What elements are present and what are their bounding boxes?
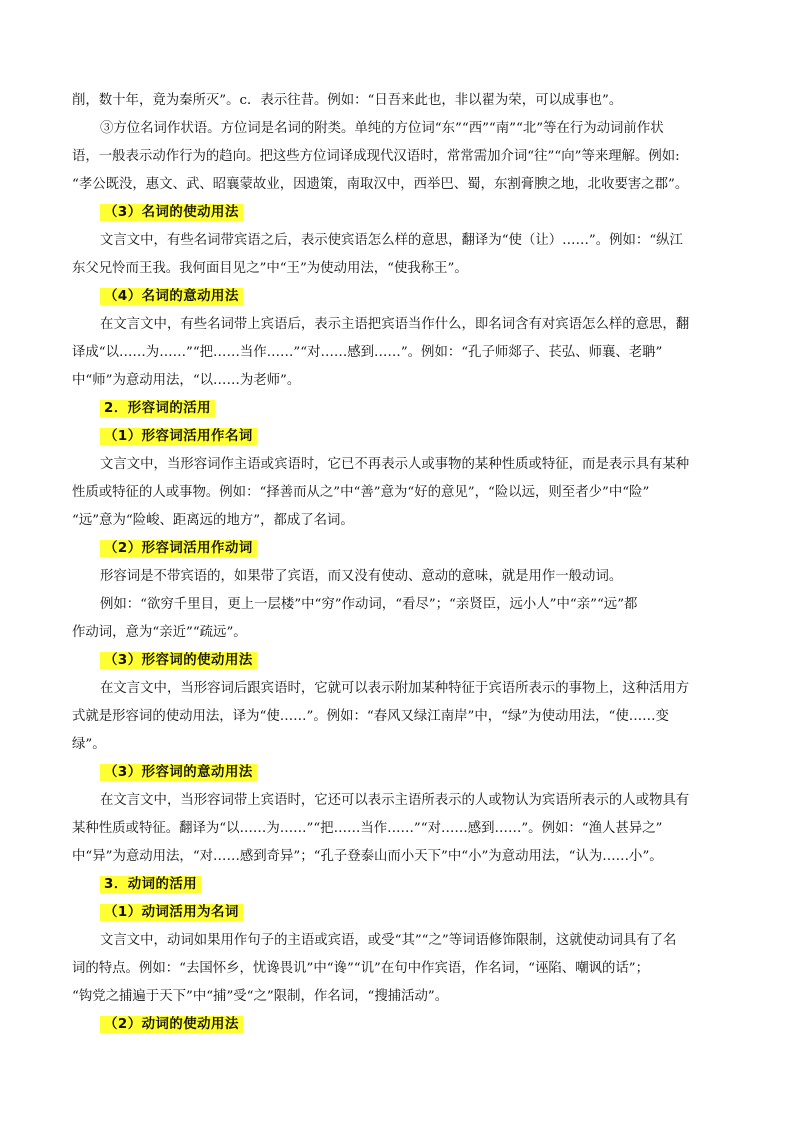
body-line: 文言文中，动词如果用作句子的主语或宾语，或受“其”“之”等词语修饰限制，这就使动词具有了名 [100, 933, 677, 948]
section-heading: （3）名词的使动用法 [100, 204, 243, 221]
body-line: 式就是形容词的使动用法，译为“使……”。例如：“春风又绿江南岸”中，“绿”为使动用法，“使……变 [72, 709, 669, 724]
section-heading-row [100, 1011, 722, 1039]
section-heading: 3．动词的活用 [100, 876, 201, 893]
section-heading: （1）动词活用为名词 [100, 904, 243, 921]
body-line: 东父兄怜而王我。我何面目见之”中“王”为使动用法，“使我称王”。 [72, 261, 468, 276]
section-heading: （4）名词的意动用法 [100, 288, 243, 305]
body-line: 在文言文中，有些名词带上宾语后，表示主语把宾语当作什么，即名词含有对宾语怎么样的意思，翻 [100, 317, 690, 332]
body-line: 性质或特征的人或事物。例如：“择善而从之”中“善”意为“好的意见”，“险以远，则至者少”中“险” [72, 485, 650, 500]
section-heading-row [100, 759, 722, 787]
section-heading: （2）形容词活用作动词 [100, 540, 257, 557]
body-line: ③方位名词作状语。方位词是名词的附类。单纯的方位词“东”“西”“南”“北”等在行为动词前作状 [100, 121, 664, 136]
body-line: 作动词，意为“亲近”“疏远”。 [72, 625, 247, 640]
section-heading-row [100, 647, 722, 675]
section-heading: （3）形容词的使动用法 [100, 652, 257, 669]
body-line: 文言文中，有些名词带宾语之后，表示使宾语怎么样的意思，翻译为“使（让）……”。例如：“纵江 [100, 233, 683, 248]
body-line: 词的特点。例如：“去国怀乡，忧谗畏讥”中“谗”“讥”在句中作宾语，作名词，“诬陷、嘲讽的话”； [72, 961, 649, 976]
body-line: 语，一般表示动作行为的趋向。把这些方位词译成现代汉语时，常常需加介词“往”“向”等来理解。例如: [72, 149, 680, 164]
section-heading-row [100, 395, 722, 423]
section-heading-row [100, 423, 722, 451]
body-line: 某种性质或特征。翻译为“以……为……”“把……当作……”“对……感到……”。例如：“渔人甚异之” [72, 821, 663, 836]
body-line: “孝公既没，惠文、武、昭襄蒙故业，因遗策，南取汉中，西举巴、蜀，东割膏腴之地，北收要害之郡”。 [72, 177, 689, 192]
section-heading-row [100, 199, 722, 227]
section-heading: （3）形容词的意动用法 [100, 764, 257, 781]
body-line: 中“师”为意动用法，“以……为老师”。 [72, 373, 301, 388]
body-line: 译成“以……为……”“把……当作……”“对……感到……”。例如：“孔子师郯子、苌弘、师襄、老聃” [72, 345, 663, 360]
body-line: 例如：“欲穷千里目，更上一层楼”中“穷”作动词，“看尽”；“亲贤臣，远小人”中“亲”“远”都 [100, 597, 638, 612]
section-heading: （2）动词的使动用法 [100, 1016, 243, 1033]
section-heading: （1）形容词活用作名词 [100, 428, 257, 445]
body-line: “钩党之捕遍于天下”中“捕”受“之”限制，作名词，“搜捕活动”。 [72, 989, 449, 1004]
body-line: 在文言文中，当形容词后跟宾语时，它就可以表示附加某种特征于宾语所表示的事物上，这种活用方 [100, 681, 690, 696]
section-heading-row [100, 283, 722, 311]
body-line: 中“异”为意动用法，“对……感到奇异”；“孔子登泰山而小天下”中“小”为意动用法，“认为……小”。 [72, 849, 663, 864]
body-line: 文言文中，当形容词作主语或宾语时，它已不再表示人或事物的某种性质或特征，而是表示具有某种 [100, 457, 690, 472]
section-heading-row [100, 535, 722, 563]
body-line: 削，数十年，竟为秦所灭”。c．表示往昔。例如：“日吾来此也，非以翟为荣，可以成事也”。 [72, 93, 623, 108]
body-line: 在文言文中，当形容词带上宾语时，它还可以表示主语所表示的人或物认为宾语所表示的人或物具有 [100, 793, 690, 808]
section-heading-row [100, 871, 722, 899]
document-body [72, 87, 722, 1039]
section-heading: 2．形容词的活用 [100, 400, 215, 417]
section-heading-row [100, 899, 722, 927]
body-line: 绿”。 [72, 737, 106, 752]
body-line: “远”意为“险峻、距离远的地方”，都成了名词。 [72, 513, 354, 528]
body-line: 形容词是不带宾语的，如果带了宾语，而又没有使动、意动的意味，就是用作一般动词。 [100, 569, 623, 584]
